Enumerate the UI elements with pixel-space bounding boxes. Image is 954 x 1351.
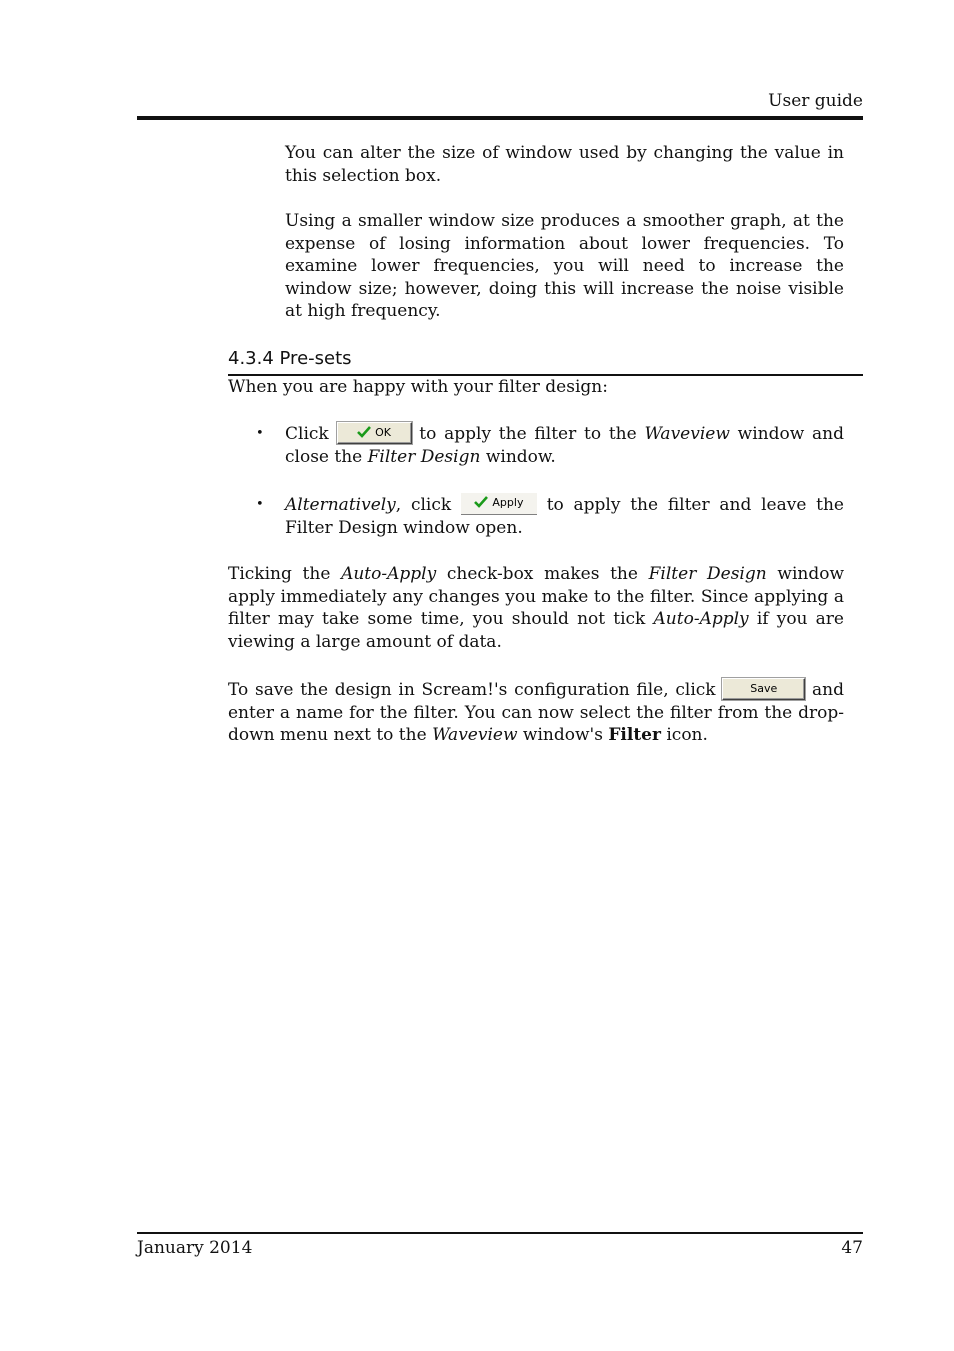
text-span: Click [285, 424, 329, 444]
text-span: window apply immediately any changes you make to the filter. Since applying a filter may take some time, you should not tick [228, 564, 844, 629]
emph-auto-apply: Auto-Apply [653, 609, 749, 629]
text-span: , click [395, 495, 461, 515]
bullet-ok [285, 423, 844, 468]
running-header: User guide [768, 91, 863, 111]
apply-button[interactable] [461, 493, 537, 515]
text-span: and enter a name for the filter. You can now select the filter from the drop-down menu next to the [228, 680, 844, 745]
save-paragraph [228, 679, 844, 747]
emph-waveview: Waveview [432, 725, 518, 745]
text-span: to apply the filter and leave the Filter Design window open. [285, 495, 844, 538]
save-button[interactable]: Save [722, 678, 805, 700]
bold-filter: Filter [608, 725, 661, 745]
emph-alternatively: Alternatively [285, 495, 396, 515]
emph-auto-apply: Auto-Apply [341, 564, 437, 584]
emph-waveview: Waveview [644, 424, 730, 444]
section-heading: 4.3.4 Pre-sets [228, 348, 352, 369]
header-rule [137, 116, 863, 120]
bullet-apply [285, 494, 844, 539]
apply-button-label: Apply [492, 495, 524, 509]
text-span: check-box makes the [436, 564, 649, 584]
emph-filter-design: Filter Design [367, 446, 481, 467]
section-lead: When you are happy with your filter design: [228, 377, 608, 397]
text-span: Ticking the [228, 564, 342, 584]
text-span: if you are viewing a large amount of data. [228, 609, 844, 652]
ok-button-label: OK [375, 425, 391, 439]
checkmark-icon [357, 425, 371, 439]
text-span: to apply the filter to the [411, 424, 645, 444]
text-span: icon. [660, 725, 708, 745]
bullet-marker: • [256, 497, 264, 512]
intro-paragraph-2: Using a smaller window size produces a smoother graph, at the expense of losing information about lower frequencies. To examine lower frequencies, you will need to increase the window size; however, doing this will increase the noise visible at high frequency. [285, 211, 844, 321]
text-span: window and close the [285, 424, 844, 467]
bullet-marker: • [256, 426, 264, 441]
page-number: 47 [841, 1238, 863, 1258]
footer-rule [137, 1232, 863, 1234]
checkmark-icon [474, 495, 488, 509]
ok-button[interactable] [337, 422, 412, 444]
footer-date: January 2014 [137, 1238, 253, 1258]
text-span: To save the design in Scream!'s configuration file, click [228, 680, 723, 700]
text-span: window's [517, 725, 609, 745]
intro-paragraph-1: You can alter the size of window used by changing the value in this selection box. [285, 143, 844, 186]
emph-filter-design: Filter Design [648, 564, 767, 584]
auto-apply-paragraph [228, 563, 844, 653]
text-span: window. [480, 446, 556, 467]
